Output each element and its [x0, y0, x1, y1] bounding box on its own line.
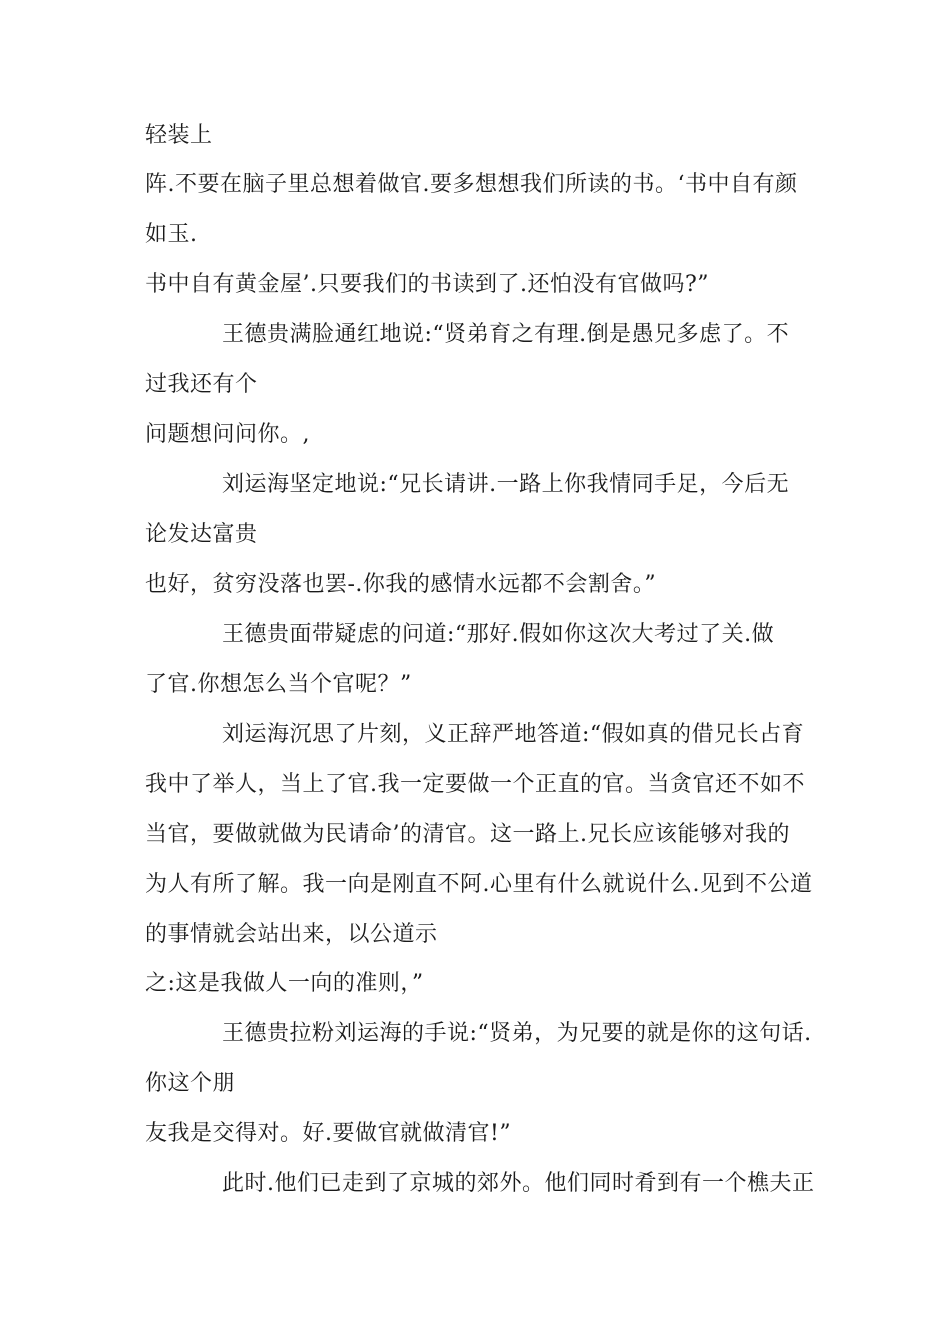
text-line: 轻装上: [145, 123, 213, 148]
text-line: 之:这是我做人一向的准则，”: [145, 971, 424, 996]
text-line: 的事情就会站出来，以公道示: [145, 922, 438, 947]
text-line: 论发达富贵: [145, 522, 258, 547]
text-line: 你这个朋: [145, 1071, 236, 1096]
paragraph-first-line: 王德贵面带疑虑的问道:“那好.假如你这次大考过了关.做: [222, 622, 775, 647]
text-line: 也好，贫穷没落也罢-.你我的感情水远都不会割舍。”: [145, 572, 657, 597]
text-line: 过我还有个: [145, 372, 258, 397]
paragraph-first-line: 王德贵满脸通红地说:“贤弟育之有理.倒是愚兄多虑了。不: [222, 322, 790, 347]
text-line: 如玉.: [145, 222, 198, 247]
text-line: 书中自有黄金屋’.只要我们的书读到了.还怕没有官做吗?”: [145, 272, 710, 297]
text-line: 为人有所了解。我一向是刚直不阿.心里有什么就说什么.见到不公道: [145, 872, 813, 897]
text-line: 当官，要做就做为民请命’的清官。这一路上.兄长应该能够对我的: [145, 822, 790, 847]
text-line: 问题想问问你。,: [145, 422, 310, 447]
text-line: 了官.你想怎么当个官呢？”: [145, 672, 412, 697]
text-line: 我中了举人，当上了官.我一定要做一个正直的官。当贪官还不如不: [145, 772, 805, 797]
text-line: 阵.不要在脑子里总想着做官.要多想想我们所读的书。‘书中自有颜: [145, 172, 798, 197]
paragraph-first-line: 刘运海坚定地说:“兄长请讲.一路上你我情同手足，今后无: [222, 472, 790, 497]
paragraph-first-line: 刘运海沉思了片刻，义正辞严地答道:“假如真的借兄长占育: [222, 722, 805, 747]
paragraph-first-line: 此时.他们已走到了京城的郊外。他们同时肴到有一个樵夫正: [222, 1171, 815, 1196]
text-line: 友我是交得对。好.要做官就做清官!”: [145, 1121, 512, 1146]
paragraph-first-line: 王德贵拉粉刘运海的手说:“贤弟，为兄要的就是你的这句话.: [222, 1021, 812, 1046]
